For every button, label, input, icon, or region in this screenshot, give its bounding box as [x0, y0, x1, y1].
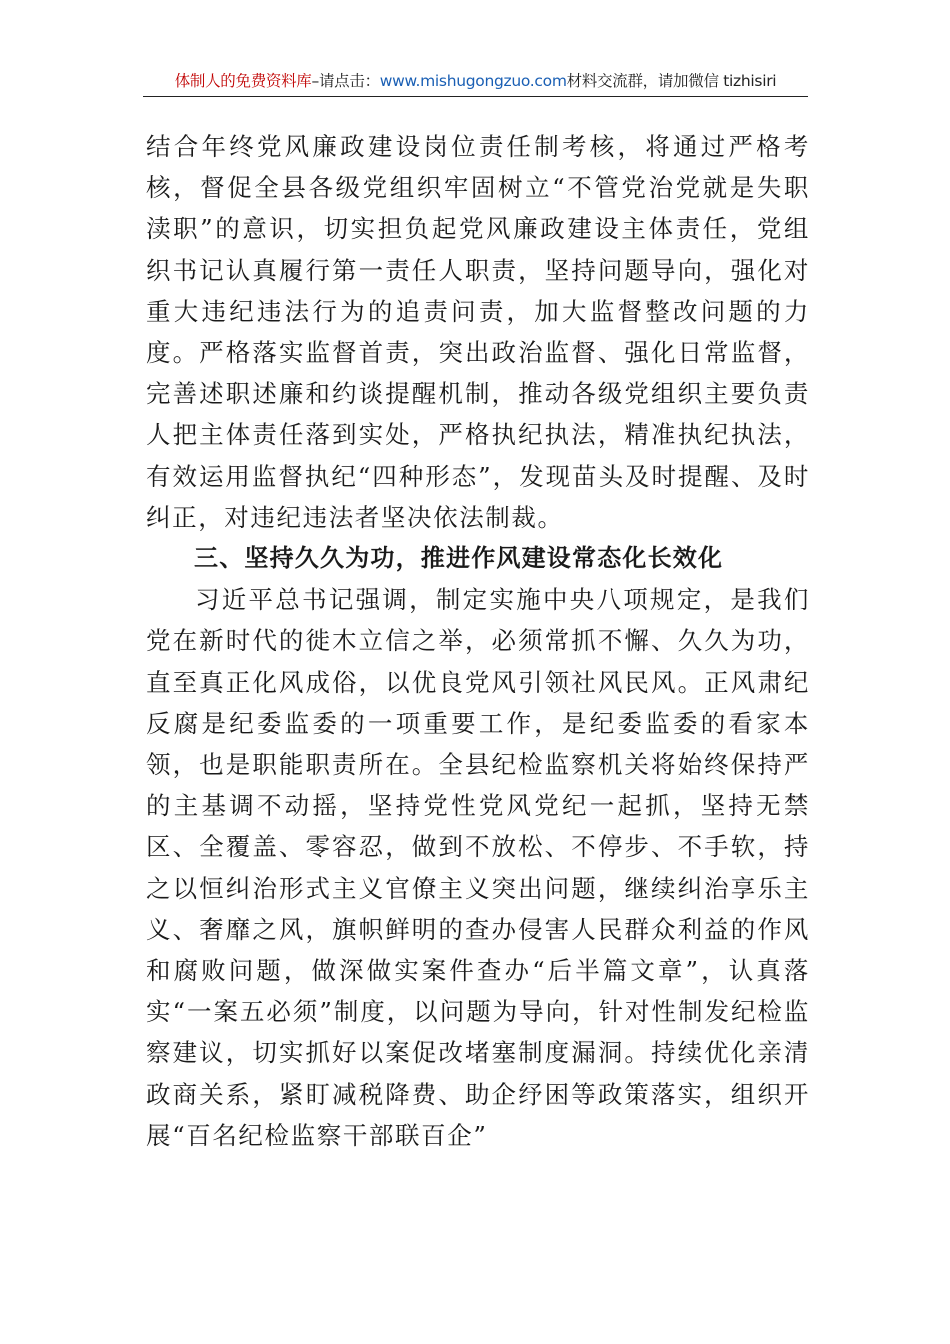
- header-prompt: –请点击：: [311, 72, 380, 90]
- paragraph-continued: 结合年终党风廉政建设岗位责任制考核，将通过严格考核，督促全县各级党组织牢固树立“不管党治党就是失职渎职”的意识，切实担负起党风廉政建设主体责任，党组织书记认真履行第一责任人职责，坚持问题导向，强化对重大违纪违法行为的追责问责，加大监督整改问题的力度。严格落实监督首责，突出政治监督、强化日常监督，完善述职述廉和约谈提醒机制，推动各级党组织主要负责人把主体责任落到实处，严格执纪执法，精准执纪执法，有效运用监督执纪“四种形态”，发现苗头及时提醒、及时纠正，对违纪违法者坚决依法制裁。: [146, 132, 810, 532]
- header-url-link[interactable]: www.mishugongzuo.com: [379, 72, 567, 90]
- document-body: [146, 126, 810, 1156]
- header-brand: 体制人的免费资料库: [174, 72, 312, 90]
- paragraph: 习近平总书记强调，制定实施中央八项规定，是我们党在新时代的徙木立信之举，必须常抓不懈、久久为功，直至真正化风成俗，以优良党风引领社风民风。正风肃纪反腐是纪委监委的一项重要工作，是纪委监委的看家本领，也是职能职责所在。全县纪检监察机关将始终保持严的主基调不动摇，坚持党性党风党纪一起抓，坚持无禁区、全覆盖、零容忍，做到不放松、不停步、不手软，持之以恒纠治形式主义官僚主义突出问题，继续纠治享乐主义、奢靡之风，旗帜鲜明的查办侵害人民群众利益的作风和腐败问题，做深做实案件查办“后半篇文章”，认真落实“一案五必须”制度，以问题为导向，针对性制发纪检监察建议，切实抓好以案促改堵塞制度漏洞。持续优化亲清政商关系，紧盯减税降费、助企纾困等政策落实，组织开展“百名纪检监察干部联百企”: [146, 585, 810, 1150]
- header-contact: 材料交流群，请加微信 tizhisiri: [566, 72, 777, 90]
- section-heading: 三、坚持久久为功，推进作风建设常态化长效化: [194, 544, 724, 573]
- page-header: [143, 70, 808, 97]
